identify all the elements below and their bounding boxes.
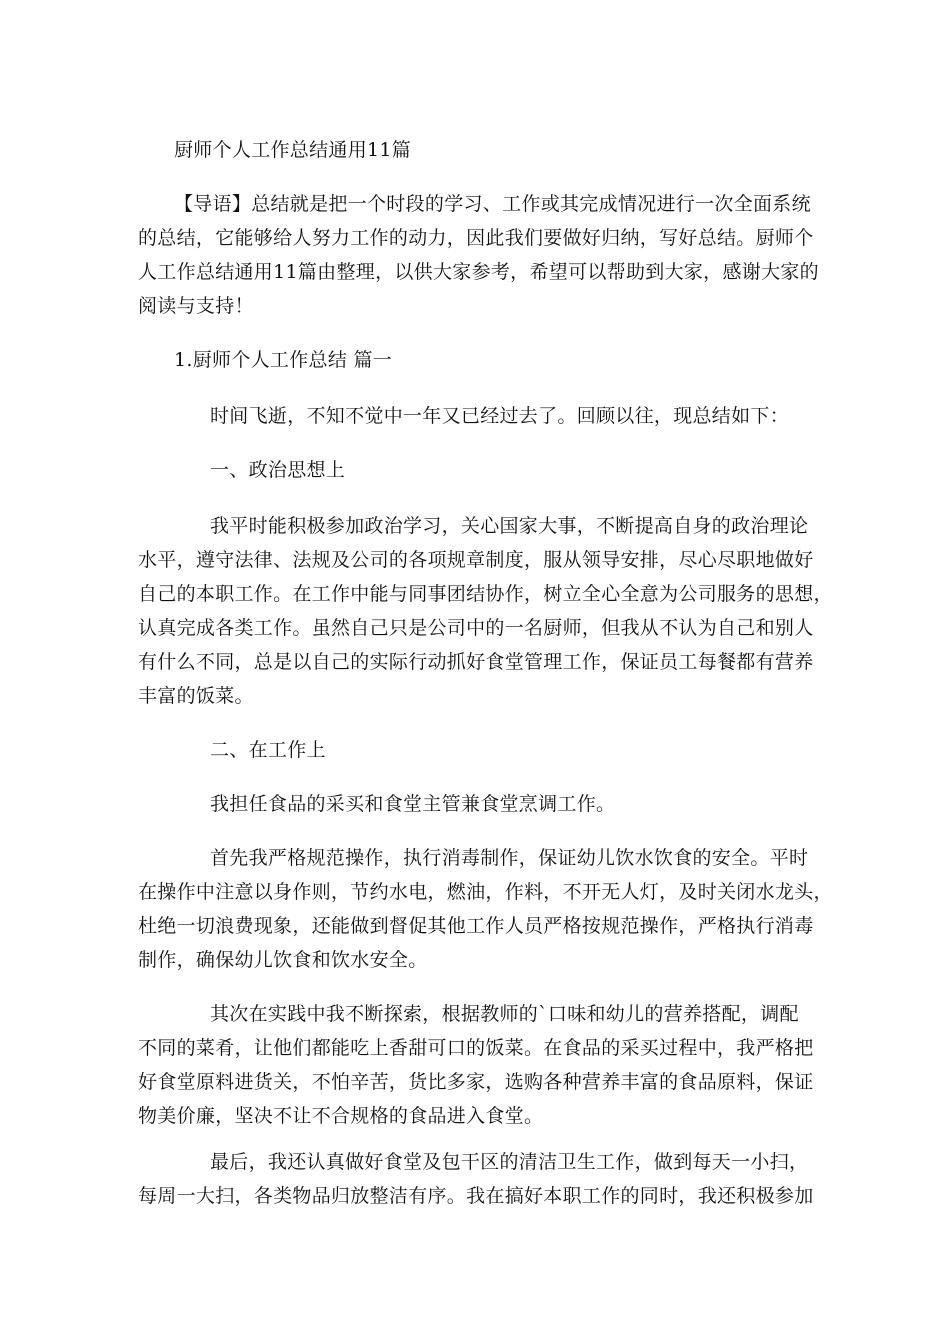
section-heading: 1.厨师个人工作总结 篇一 xyxy=(174,349,393,371)
document-title: 厨师个人工作总结通用11篇 xyxy=(174,139,412,161)
work-line: 首先我严格规范操作，执行消毒制作，保证幼儿饮水饮食的安全。平时 xyxy=(210,847,809,869)
work-line: 杜绝一切浪费现象，还能做到督促其他工作人员严格按规范操作，严格执行消毒 xyxy=(138,915,814,937)
opening-paragraph: 时间飞逝，不知不觉中一年又已经过去了。回顾以往，现总结如下： xyxy=(210,405,790,427)
politics-line: 丰富的饭菜。 xyxy=(138,685,254,707)
work-line: 每周一大扫，各类物品归放整洁有序。我在搞好本职工作的同时，我还积极参加 xyxy=(138,1185,814,1207)
politics-line: 自己的本职工作。在工作中能与同事团结协作，树立全心全意为公司服务的思想， xyxy=(138,583,833,605)
intro-line: 的总结，它能够给人努力工作的动力，因此我们要做好归纳，写好总结。厨师个 xyxy=(138,227,814,249)
work-intro-paragraph: 我担任食品的采买和食堂主管兼食堂烹调工作。 xyxy=(210,793,616,815)
work-line: 其次在实践中我不断探索，根据教师的`口味和幼儿的营养搭配，调配 xyxy=(210,1003,799,1025)
work-line: 最后，我还认真做好食堂及包干区的清洁卫生工作，做到每天一小扫， xyxy=(210,1151,809,1173)
work-line: 好食堂原料进货关，不怕辛苦，货比多家，选购各种营养丰富的食品原料，保证 xyxy=(138,1071,814,1093)
heading-work: 二、在工作上 xyxy=(210,739,326,761)
work-line: 制作，确保幼儿饮食和饮水安全。 xyxy=(138,949,428,971)
intro-line: 【导语】总结就是把一个时段的学习、工作或其完成情况进行一次全面系统 xyxy=(174,193,811,215)
politics-line: 有什么不同，总是以自己的实际行动抓好食堂管理工作，保证员工每餐都有营养 xyxy=(138,651,814,673)
politics-line: 水平，遵守法律、法规及公司的各项规章制度，服从领导安排，尽心尽职地做好 xyxy=(138,549,814,571)
work-line: 物美价廉，坚决不让不合规格的食品进入食堂。 xyxy=(138,1105,544,1127)
politics-line: 认真完成各类工作。虽然自己只是公司中的一名厨师，但我从不认为自己和别人 xyxy=(138,617,814,639)
intro-line: 人工作总结通用11篇由整理，以供大家参考，希望可以帮助到大家，感谢大家的 xyxy=(138,261,819,283)
intro-line: 阅读与支持！ xyxy=(138,295,254,317)
heading-politics: 一、政治思想上 xyxy=(210,459,346,481)
politics-line: 我平时能积极参加政治学习，关心国家大事，不断提高自身的政治理论 xyxy=(210,515,809,537)
work-line: 在操作中注意以身作则，节约水电，燃油，作料，不开无人灯，及时关闭水龙头， xyxy=(138,881,833,903)
work-line: 不同的菜肴，让他们都能吃上香甜可口的饭菜。在食品的采买过程中，我严格把 xyxy=(138,1037,814,1059)
